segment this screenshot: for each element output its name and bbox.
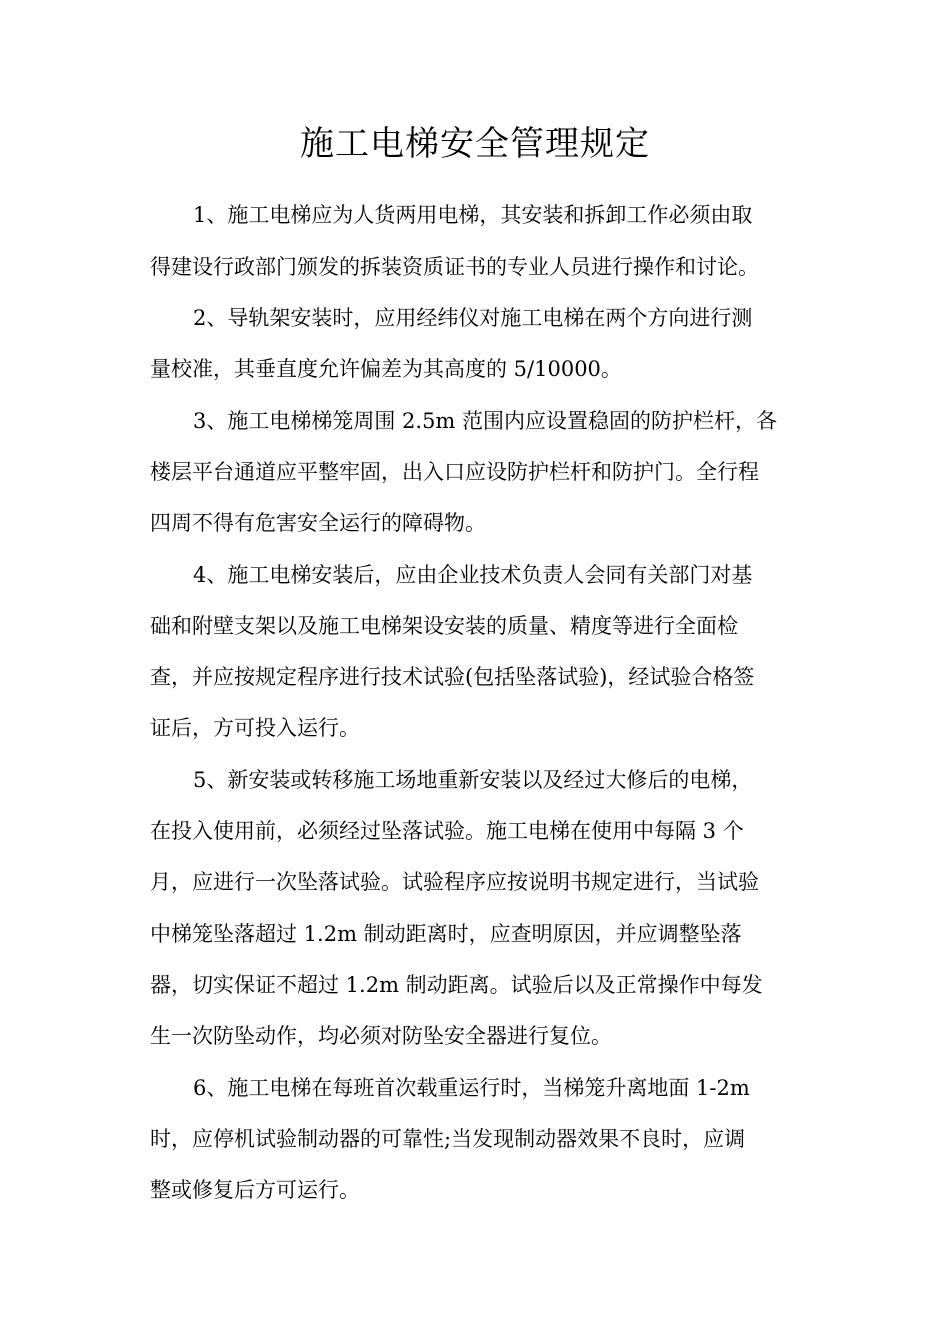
para-5-line-3: 月，应进行一次坠落试验。试验程序应按说明书规定进行，当试验 [150, 870, 759, 894]
para-2-line-1: 2、导轨架安装时，应用经纬仪对施工电梯在两个方向进行测 [193, 306, 753, 330]
para-1-line-2: 得建设行政部门颁发的拆装资质证书的专业人员进行操作和讨论。 [150, 255, 759, 279]
para-2-line-2: 量校准，其垂直度允许偏差为其高度的 5/10000。 [150, 357, 622, 381]
para-5-line-1: 5、新安装或转移施工场地重新安装以及经过大修后的电梯， [193, 768, 753, 792]
para-1-line-1: 1、施工电梯应为人货两用电梯，其安装和拆卸工作必须由取 [193, 203, 753, 227]
document-title: 施工电梯安全管理规定 [300, 124, 650, 164]
para-3-line-3: 四周不得有危害安全运行的障碍物。 [150, 511, 486, 535]
para-5-line-2: 在投入使用前，必须经过坠落试验。施工电梯在使用中每隔 3 个 [150, 819, 744, 843]
para-5-line-6: 生一次防坠动作，均必须对防坠安全器进行复位。 [150, 1024, 612, 1048]
para-4-line-3: 查，并应按规定程序进行技术试验(包括坠落试验)，经试验合格签 [150, 665, 755, 689]
para-4-line-4: 证后，方可投入运行。 [150, 716, 360, 740]
para-5-line-4: 中梯笼坠落超过 1.2m 制动距离时，应查明原因，并应调整坠落 [150, 922, 742, 946]
para-4-line-2: 础和附壁支架以及施工电梯架设安装的质量、精度等进行全面检 [150, 614, 738, 638]
para-6-line-1: 6、施工电梯在每班首次载重运行时，当梯笼升离地面 1-2m [193, 1076, 750, 1100]
para-3-line-2: 楼层平台通道应平整牢固，出入口应设防护栏杆和防护门。全行程 [150, 460, 759, 484]
para-6-line-2: 时，应停机试验制动器的可靠性;当发现制动器效果不良时，应调 [150, 1127, 746, 1151]
para-4-line-1: 4、施工电梯安装后，应由企业技术负责人会同有关部门对基 [193, 563, 753, 587]
para-6-line-3: 整或修复后方可运行。 [150, 1178, 360, 1202]
para-3-line-1: 3、施工电梯梯笼周围 2.5m 范围内应设置稳固的防护栏杆，各 [193, 409, 778, 433]
para-5-line-5: 器，切实保证不超过 1.2m 制动距离。试验后以及正常操作中每发 [150, 973, 763, 997]
